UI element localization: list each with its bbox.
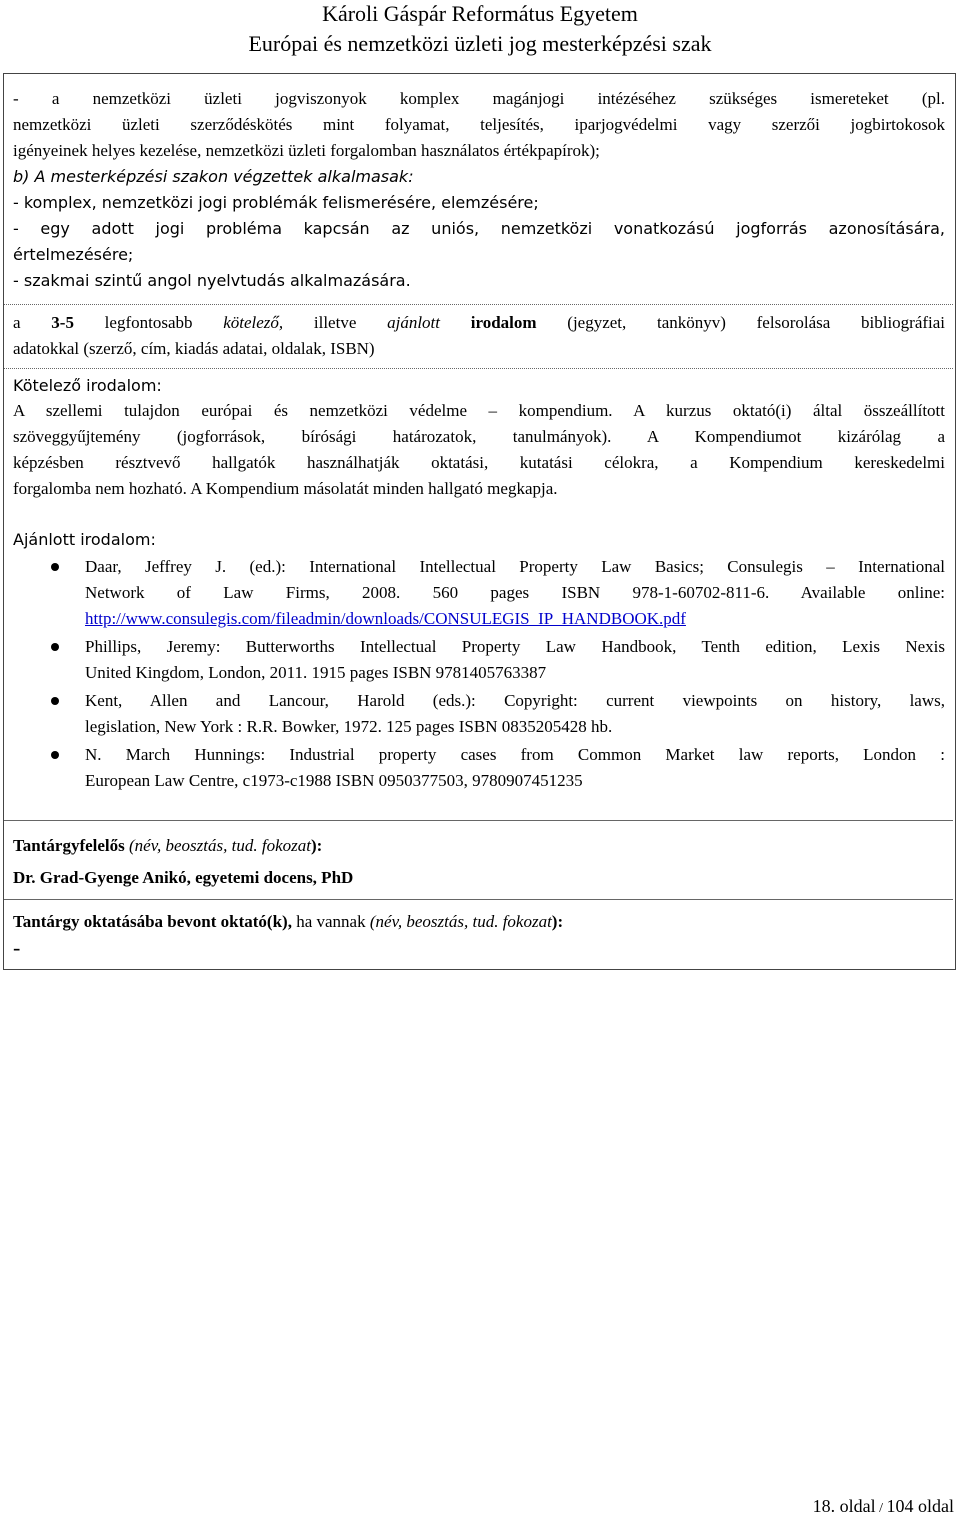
- reference-line: Kent, Allen and Lancour, Harold (eds.): Copyright: current viewpoints on history, laws,: [85, 691, 945, 710]
- handbook-link[interactable]: http://www.consulegis.com/fileadmin/downloads/CONSULEGIS_IP_HANDBOOK.pdf: [85, 609, 686, 628]
- literature-word: irodalom: [470, 313, 537, 332]
- ability-item: - szakmai szintű angol nyelvtudás alkalmazására.: [13, 271, 411, 290]
- recommended-word: ajánlott: [387, 313, 441, 332]
- page-separator: /: [875, 1501, 887, 1516]
- instructors-label-plain: ha vannak: [291, 912, 370, 931]
- competence-line: nemzetközi üzleti szerződéskötés mint folyamat, teljesítés, iparjogvédelmi vagy szerzői jogbirtokosok: [13, 115, 945, 134]
- responsible-section: [13, 832, 945, 896]
- text-fragment: legfontosabb: [73, 313, 224, 332]
- ability-item: - komplex, nemzetközi jogi problémák felismerésére, elemzésére;: [13, 193, 539, 212]
- reference-line: United Kingdom, London, 2011. 1915 pages ISBN 9781405763387: [85, 663, 547, 682]
- instructors-section: [13, 909, 945, 961]
- list-item: [13, 742, 945, 794]
- competence-line: - a nemzetközi üzleti jogviszonyok komplex magánjogi intézéséhez szükséges ismereteket (pl.: [13, 89, 945, 108]
- text-fragment: illetve: [283, 313, 388, 332]
- list-item: [13, 688, 945, 740]
- text-fragment: (jegyzet, tankönyv) felsorolása bibliográfiai: [536, 313, 946, 332]
- literature-intro-line: [13, 310, 945, 336]
- university-name: Károli Gáspár Református Egyetem: [322, 1, 638, 26]
- responsible-label: [13, 832, 945, 860]
- row-divider: [4, 368, 953, 369]
- instructors-label-italic: (név, beosztás, tud. fokozat: [369, 912, 552, 931]
- abilities-heading: b) A mesterképzési szakon végzettek alkalmasak:: [13, 167, 414, 186]
- instructors-label: [13, 909, 945, 935]
- bullet-icon: [51, 563, 59, 571]
- mandatory-line: forgalomba nem hozható. A Kompendium másolatát minden hallgató megkapja.: [13, 479, 558, 498]
- list-item: [13, 554, 945, 632]
- instructors-label-end: ):: [551, 912, 564, 931]
- program-name: Európai és nemzetközi üzleti jog mesterképzési szak: [248, 31, 712, 56]
- responsible-label-bold: Tantárgyfelelős: [13, 836, 125, 855]
- reference-line: European Law Centre, c1973-c1988 ISBN 0950377503, 9780907451235: [85, 771, 583, 790]
- mandatory-line: képzésben résztvevő hallgatók használhatják oktatási, kutatási célokra, a Kompendium kereskedelmi: [13, 453, 945, 472]
- reference-line: Phillips, Jeremy: Butterworths Intellectual Property Law Handbook, Tenth edition, Lexis Nexis: [85, 637, 945, 656]
- text-fragment: a: [13, 313, 52, 332]
- mandatory-heading: Kötelező irodalom:: [13, 376, 162, 395]
- literature-intro: [13, 310, 945, 362]
- bullet-icon: [51, 751, 59, 759]
- responsible-name: Dr. Grad-Gyenge Anikó, egyetemi docens, PhD: [13, 868, 354, 887]
- instructors-label-bold: Tantárgy oktatásába bevont oktató(k),: [13, 912, 292, 931]
- ability-item: - egy adott jogi probléma kapcsán az uniós, nemzetközi vonatkozású jogforrás azonosítására,: [13, 219, 945, 238]
- row-divider: [4, 304, 953, 305]
- row-divider: [4, 820, 953, 821]
- reference-line: N. March Hunnings: Industrial property cases from Common Market law reports, London :: [85, 745, 945, 764]
- bullet-icon: [51, 643, 59, 651]
- competence-line: igényeinek helyes kezelése, nemzetközi üzleti forgalomban használatos értékpapírok);: [13, 141, 600, 160]
- mandatory-line: szöveggyűjtemény (jogforrások, bírósági határozatok, tanulmányok). A Kompendiumot kizárólag a: [13, 427, 945, 446]
- reference-line: Daar, Jeffrey J. (ed.): International Intellectual Property Law Basics; Consulegis – International: [85, 557, 945, 576]
- page-number: [813, 1496, 954, 1517]
- text-fragment: [440, 313, 471, 332]
- literature-intro-line: adatokkal (szerző, cím, kiadás adatai, oldalak, ISBN): [13, 339, 375, 358]
- responsible-label-end: ):: [310, 836, 323, 855]
- row-divider: [4, 899, 953, 900]
- literature-count: 3-5: [51, 313, 74, 332]
- ability-item: értelmezésére;: [13, 245, 134, 264]
- mandatory-word: kötelező,: [223, 313, 284, 332]
- recommended-heading: Ajánlott irodalom:: [13, 530, 156, 549]
- instructors-value: -: [13, 935, 21, 960]
- bullet-icon: [51, 697, 59, 705]
- page-header: [0, 0, 960, 60]
- mandatory-line: A szellemi tulajdon európai és nemzetközi védelme – kompendium. A kurzus oktató(i) által összeállított: [13, 401, 945, 420]
- responsible-label-italic: (név, beosztás, tud. fokozat: [124, 836, 311, 855]
- literature-section: [13, 374, 945, 794]
- total-pages: 104 oldal: [886, 1496, 954, 1516]
- current-page: 18. oldal: [812, 1496, 876, 1516]
- list-item: [13, 634, 945, 686]
- reference-line: Network of Law Firms, 2008. 560 pages ISBN 978-1-60702-811-6. Available online:: [85, 583, 945, 602]
- reference-line: legislation, New York : R.R. Bowker, 1972. 125 pages ISBN 0835205428 hb.: [85, 717, 613, 736]
- recommended-list: [13, 554, 945, 794]
- competences-section: [13, 86, 945, 294]
